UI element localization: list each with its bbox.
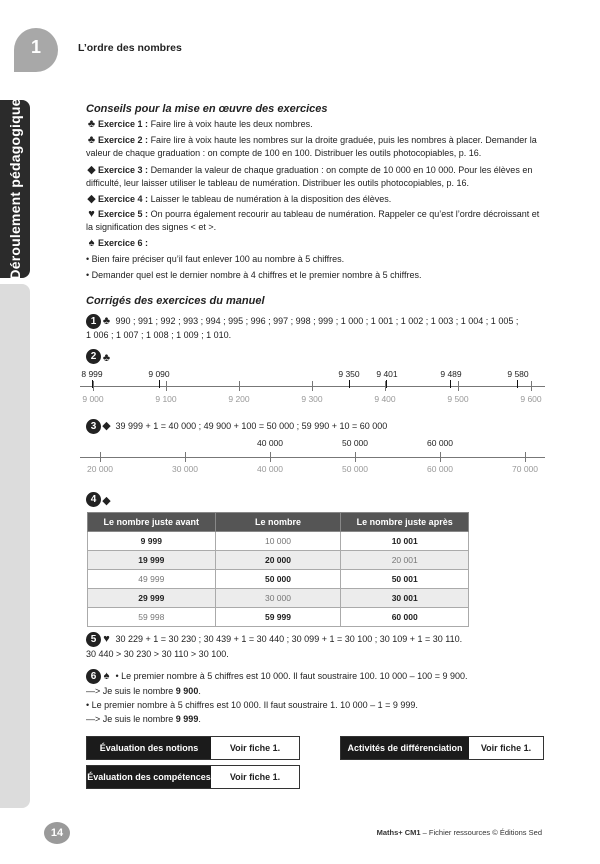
ex2-label: Exercice 2 : [98, 135, 149, 145]
diamond-icon: ◆ [102, 495, 111, 507]
conseil-ex6-bullet1: • Bien faire préciser qu’il faut enlever 100 au nombre à 5 chiffres. [86, 254, 345, 264]
ex3-text: Demander la valeur de chaque graduation : on compte de 10 000 en 10 000. Pour les élèves en difficulté, leur laisser utiliser le tableau de numération. Distribuer les outils photocopiables, p. 16. [86, 165, 533, 188]
nl1-top-label: 9 401 [376, 369, 398, 379]
table-row [88, 532, 469, 551]
ex1-label: Exercice 1 : [98, 119, 149, 129]
footer-credits [377, 828, 542, 837]
tick [270, 452, 271, 462]
nl1-top-label: 9 489 [440, 369, 462, 379]
ex5-line1: 30 229 + 1 = 30 230 ; 30 439 + 1 = 30 440 ; 30 099 + 1 = 30 100 ; 30 109 + 1 = 30 110. [115, 634, 463, 644]
conseil-ex6-bullet2: • Demander quel est le dernier nombre à 4 chiffres et le premier nombre à 5 chiffres. [86, 270, 422, 280]
nl1-top-label: 9 090 [148, 369, 170, 379]
chapter-title: L’ordre des nombres [78, 42, 182, 54]
ex6-arrow1: —> Je suis le nombre [86, 686, 176, 697]
nl1-bottom-label: 9 100 [155, 394, 177, 404]
table-header: Le nombre juste avant [88, 513, 216, 532]
tick [355, 452, 356, 462]
nl1-top-label: 8 999 [81, 369, 103, 379]
nl2-bottom-label: 20 000 [87, 464, 113, 474]
box-eval-notions-ref: Voir fiche 1. [229, 743, 281, 753]
footer-rest: – Fichier ressources © Éditions Sed [420, 828, 542, 837]
tick [185, 452, 186, 462]
chapter-number: 1 [30, 37, 41, 57]
nl2-bottom-label: 50 000 [342, 464, 368, 474]
ex6-dot1: . [198, 686, 201, 697]
diamond-icon: ◆ [87, 164, 96, 176]
table-cell: 30 000 [215, 589, 341, 608]
ex3-text: 39 999 + 1 = 40 000 ; 49 900 + 100 = 50 000 ; 59 990 + 10 = 60 000 [115, 421, 388, 431]
nl2-bottom-label: 60 000 [427, 464, 453, 474]
ex3-label: Exercice 3 : [98, 165, 149, 175]
page-number: 14 [44, 822, 70, 844]
ex5-label: Exercice 5 : [98, 209, 149, 219]
table-cell: 30 001 [341, 589, 469, 608]
corrige-ex5 [86, 632, 546, 661]
tick [525, 452, 526, 462]
corriges-title: Corrigés des exercices du manuel [86, 295, 265, 307]
table-row [88, 551, 469, 570]
nl1-bottom-label: 9 400 [374, 394, 396, 404]
nl1-bottom-label: 9 600 [520, 394, 542, 404]
box-activites-ref: Voir fiche 1. [480, 743, 532, 753]
box-eval-competences [86, 765, 300, 789]
exercise-number-1: 1 [86, 314, 101, 329]
nl2-bottom-label: 40 000 [257, 464, 283, 474]
heart-icon: ♥ [103, 633, 110, 645]
side-tab-label: Déroulement pédagogique [7, 98, 23, 280]
table-cell: 59 999 [215, 608, 341, 627]
club-icon: ♣ [87, 118, 96, 130]
nl2-top-label: 50 000 [342, 438, 368, 448]
ex6-answer1: 9 900 [175, 686, 199, 697]
ex6-label: Exercice 6 : [98, 238, 149, 248]
diamond-icon: ◆ [102, 420, 111, 432]
table-cell: 50 001 [341, 570, 469, 589]
nl1-bottom-label: 9 200 [228, 394, 250, 404]
table-cell: 10 001 [341, 532, 469, 551]
nl1-bottom-label: 9 000 [82, 394, 104, 404]
nl2-top-label: 40 000 [257, 438, 283, 448]
ex5-text: On pourra également recourir au tableau de numération. Rappeler ce qu’est l’ordre décroissant et la signification des signes < et >. [86, 209, 540, 232]
diamond-icon: ◆ [87, 193, 96, 205]
table-cell: 19 999 [88, 551, 216, 570]
corrige-ex4-header [86, 491, 113, 509]
box-eval-notions [86, 736, 300, 760]
conseils-title: Conseils pour la mise en œuvre des exercices [86, 103, 328, 115]
ex6-line1: • Le premier nombre à 5 chiffres est 10 000. Il faut soustraire 100. 10 000 – 100 = 9 900. [115, 671, 468, 681]
ex4-table [87, 512, 469, 627]
exercise-number-2: 2 [86, 349, 101, 364]
ex1-text: Faire lire à voix haute les deux nombres. [150, 119, 313, 129]
ex1-line1: 990 ; 991 ; 992 ; 993 ; 994 ; 995 ; 996 ; 997 ; 998 ; 999 ; 1 000 ; 1 001 ; 1 002 ; 1 003 ; 1 004 ; 1 005 ; [115, 315, 519, 326]
ex6-answer2: 9 999 [175, 714, 199, 725]
nl2-bottom-label: 30 000 [172, 464, 198, 474]
club-icon: ♣ [87, 134, 96, 146]
table-cell: 59 998 [88, 608, 216, 627]
table-cell: 10 000 [215, 532, 341, 551]
table-header: Le nombre [215, 513, 341, 532]
box-eval-notions-label: Évaluation des notions [87, 737, 211, 759]
box-activites-label: Activités de différenciation [341, 737, 469, 759]
nl1-bottom-label: 9 300 [301, 394, 323, 404]
ex1-line2: 1 006 ; 1 007 ; 1 008 ; 1 009 ; 1 010. [86, 330, 232, 340]
table-header: Le nombre juste après [341, 513, 469, 532]
heart-icon: ♥ [88, 208, 95, 220]
tick [100, 452, 101, 462]
nl2-top-label: 60 000 [427, 438, 453, 448]
box-eval-competences-ref: Voir fiche 1. [229, 772, 281, 782]
nl1-bottom-label: 9 500 [447, 394, 469, 404]
ex6-dot2: . [198, 714, 201, 725]
club-icon: ♣ [102, 352, 111, 364]
box-activites [340, 736, 544, 760]
ex4-label: Exercice 4 : [98, 194, 149, 204]
ex6-line2: • Le premier nombre à 5 chiffres est 10 000. Il faut soustraire 1. 10 000 – 1 = 9 999. [86, 700, 418, 711]
exercise-number-5: 5 [86, 632, 101, 647]
club-icon: ♣ [102, 314, 111, 327]
table-row [88, 589, 469, 608]
table-row [88, 570, 469, 589]
ex4-text: Laisser le tableau de numération à la disposition des élèves. [150, 194, 392, 204]
exercise-number-4: 4 [86, 492, 101, 507]
exercise-number-6: 6 [86, 669, 101, 684]
ex5-line2: 30 440 > 30 230 > 30 110 > 30 100. [86, 649, 229, 660]
table-cell: 49 999 [88, 570, 216, 589]
box-eval-competences-label: Évaluation des compétences [87, 766, 211, 788]
nl2-bottom-label: 70 000 [512, 464, 538, 474]
ex2-text: Faire lire à voix haute les nombres sur la droite graduée, puis les nombres à placer. Demander la valeur de chaque graduation : on compte de 100 en 100. Distribuer les outils photocopiables, p. 16. [86, 135, 537, 158]
tick [440, 452, 441, 462]
table-cell: 20 000 [215, 551, 341, 570]
table-row [88, 608, 469, 627]
table-cell: 29 999 [88, 589, 216, 608]
corrige-ex6 [86, 669, 546, 726]
nl1-top-label: 9 580 [507, 369, 529, 379]
nl1-top-label: 9 350 [338, 369, 360, 379]
table-cell: 50 000 [215, 570, 341, 589]
spade-icon: ♠ [88, 237, 95, 249]
exercise-number-3: 3 [86, 419, 101, 434]
axis-line [80, 457, 545, 458]
spade-icon: ♠ [103, 670, 110, 682]
table-cell: 20 001 [341, 551, 469, 570]
ex6-arrow2: —> Je suis le nombre [86, 714, 176, 725]
footer-brand: Maths+ CM1 [376, 828, 421, 837]
table-cell: 60 000 [341, 608, 469, 627]
table-cell: 9 999 [88, 532, 216, 551]
